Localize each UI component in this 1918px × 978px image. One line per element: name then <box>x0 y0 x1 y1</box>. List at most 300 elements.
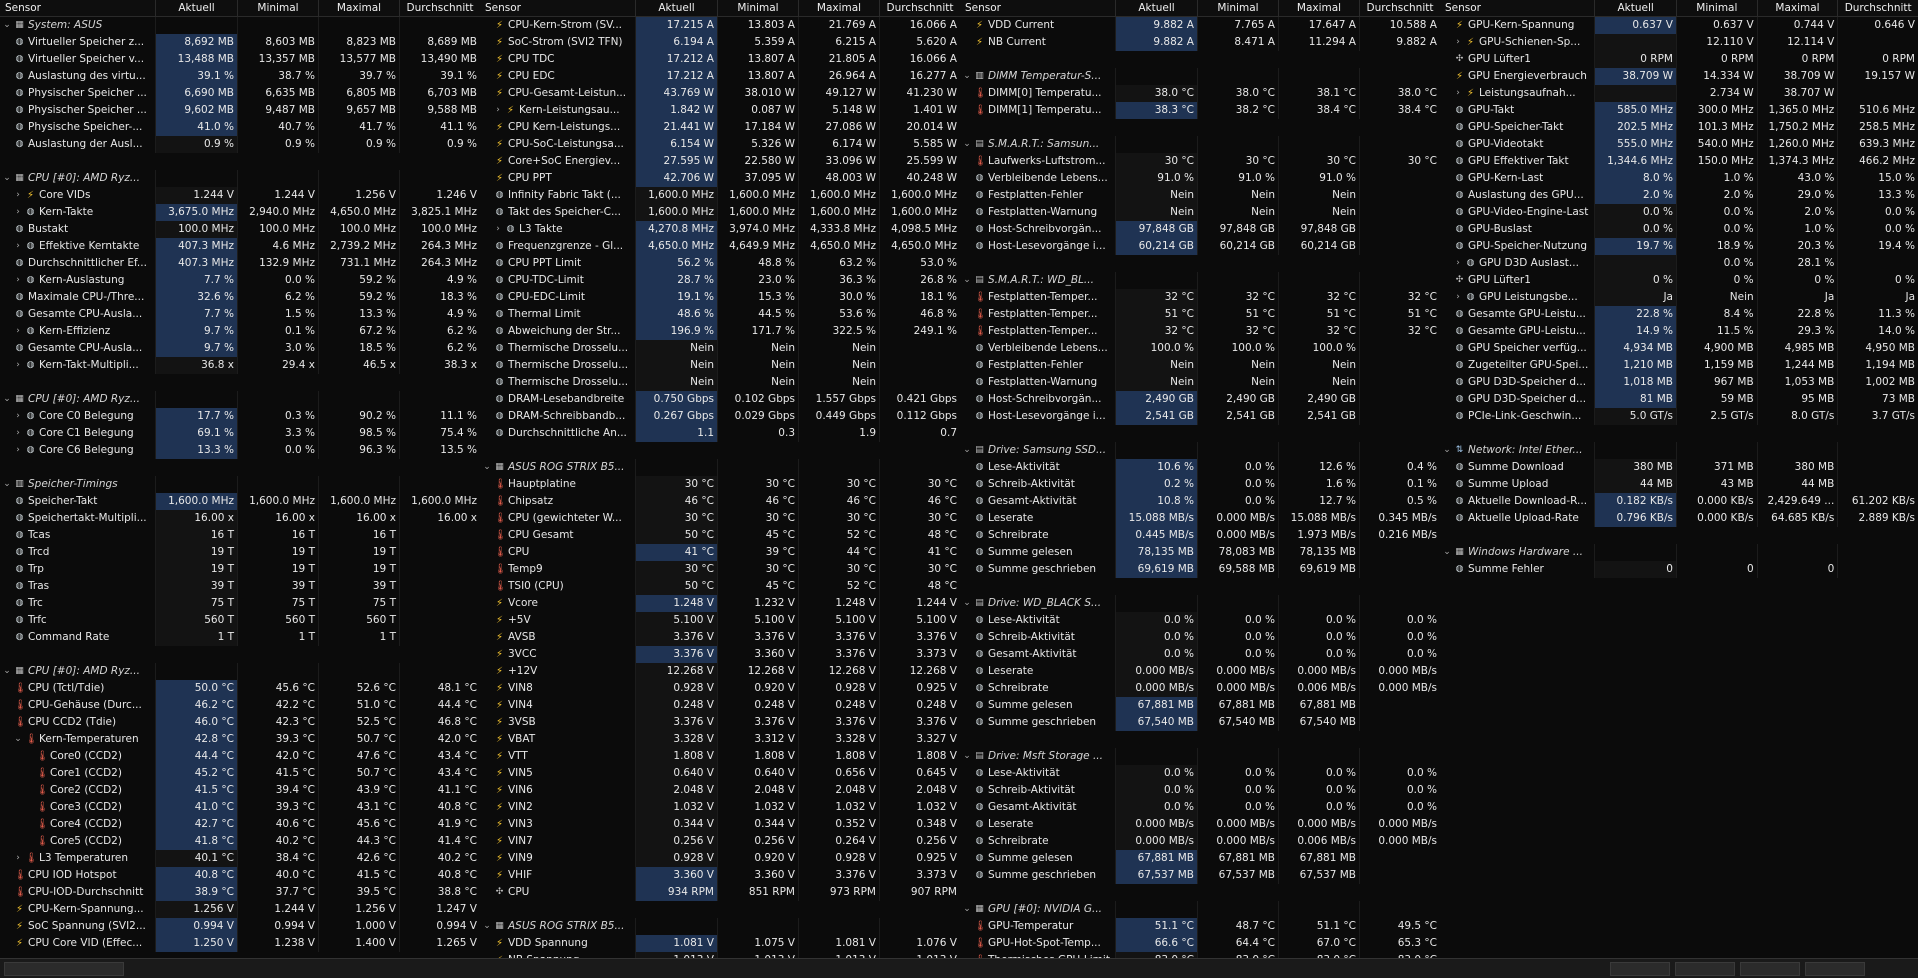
sensor-group-header[interactable] <box>960 442 1440 459</box>
disk-icon: ▤ <box>975 139 984 149</box>
sensor-row[interactable] <box>0 136 480 153</box>
sensor-row[interactable] <box>0 884 480 901</box>
sensor-row[interactable] <box>0 187 480 204</box>
sensor-row[interactable] <box>960 935 1440 952</box>
sensor-group-header[interactable] <box>0 663 480 680</box>
sensor-row[interactable] <box>960 357 1440 374</box>
value-min <box>1197 272 1278 289</box>
sensor-group-header[interactable] <box>1440 442 1918 459</box>
sensor-row[interactable] <box>960 238 1440 255</box>
expand-chevron-icon[interactable]: › <box>1456 37 1460 47</box>
sensor-name-cell <box>480 748 635 765</box>
sensor-row[interactable] <box>0 255 480 272</box>
sensor-row[interactable] <box>960 17 1440 34</box>
sensor-row[interactable] <box>0 425 480 442</box>
value-avg <box>879 374 960 391</box>
lightning-icon: ⚡ <box>495 71 504 82</box>
sensor-row[interactable] <box>0 357 480 374</box>
sensor-row[interactable] <box>480 816 960 833</box>
collapse-chevron-icon[interactable]: ⌄ <box>3 173 11 183</box>
sensor-row[interactable] <box>960 170 1440 187</box>
sensor-row[interactable] <box>960 833 1440 850</box>
sensor-row[interactable] <box>960 663 1440 680</box>
sensor-row[interactable] <box>0 544 480 561</box>
sensor-row[interactable] <box>0 595 480 612</box>
value-current: 9.7 % <box>155 340 237 357</box>
expand-chevron-icon[interactable]: › <box>16 853 20 863</box>
sensor-row[interactable] <box>960 867 1440 884</box>
sensor-row[interactable] <box>480 527 960 544</box>
header-max[interactable]: Maximal <box>798 0 879 16</box>
sensor-row[interactable] <box>960 204 1440 221</box>
sensor-row[interactable] <box>960 374 1440 391</box>
sensor-group-header[interactable] <box>1440 544 1918 561</box>
sensor-row[interactable] <box>0 340 480 357</box>
collapse-chevron-icon[interactable]: ⌄ <box>963 751 971 761</box>
sensor-row[interactable] <box>1440 238 1918 255</box>
sensor-row[interactable] <box>480 374 960 391</box>
sensor-row[interactable] <box>1440 289 1918 306</box>
sensor-row[interactable] <box>480 782 960 799</box>
sensor-row[interactable] <box>480 731 960 748</box>
sensor-row[interactable] <box>1440 459 1918 476</box>
sensor-row[interactable] <box>0 697 480 714</box>
sensor-row[interactable] <box>1440 357 1918 374</box>
sensor-row[interactable] <box>1440 17 1918 34</box>
sensor-row[interactable] <box>1440 340 1918 357</box>
sensor-row[interactable] <box>480 629 960 646</box>
sensor-row[interactable] <box>0 85 480 102</box>
sensor-row[interactable] <box>1440 68 1918 85</box>
sensor-row[interactable] <box>0 833 480 850</box>
expand-chevron-icon[interactable]: › <box>16 411 20 421</box>
collapse-chevron-icon[interactable]: ⌄ <box>963 139 971 149</box>
sensor-row[interactable] <box>960 306 1440 323</box>
lightning-icon: ⚡ <box>15 904 24 915</box>
header-sensor[interactable]: Sensor <box>5 2 41 14</box>
sensor-label: CPU EDC <box>508 70 555 82</box>
sensor-row[interactable] <box>1440 272 1918 289</box>
sensor-row[interactable] <box>1440 476 1918 493</box>
sensor-gauge-icon: ◍ <box>1466 258 1475 268</box>
sensor-row[interactable] <box>480 833 960 850</box>
collapse-chevron-icon[interactable]: ⌄ <box>963 275 971 285</box>
sensor-row[interactable] <box>480 255 960 272</box>
sensor-row[interactable] <box>0 102 480 119</box>
value-max: 91.0 % <box>1278 170 1359 187</box>
header-avg[interactable]: Durchschnitt <box>879 0 960 16</box>
sensor-row[interactable] <box>480 884 960 901</box>
sensor-row[interactable] <box>1440 187 1918 204</box>
value-max: 12.7 % <box>1278 493 1359 510</box>
sensor-row[interactable] <box>480 34 960 51</box>
sensor-row[interactable] <box>0 714 480 731</box>
sensor-row[interactable] <box>480 476 960 493</box>
sensor-group-header[interactable] <box>960 595 1440 612</box>
status-button[interactable] <box>1610 962 1670 976</box>
value-min: 540.0 MHz <box>1676 136 1757 153</box>
sensor-name-cell <box>1440 340 1594 357</box>
sensor-row[interactable] <box>480 578 960 595</box>
sensor-row[interactable] <box>960 102 1440 119</box>
collapse-chevron-icon[interactable]: ⌄ <box>3 20 11 30</box>
expand-chevron-icon[interactable]: › <box>1456 88 1460 98</box>
status-segment[interactable] <box>4 962 124 976</box>
sensor-row[interactable] <box>480 204 960 221</box>
sensor-label: Temp9 <box>508 563 543 575</box>
sensor-row[interactable] <box>0 289 480 306</box>
expand-chevron-icon[interactable]: › <box>16 445 20 455</box>
sensor-row[interactable] <box>480 102 960 119</box>
collapse-chevron-icon[interactable]: ⌄ <box>3 394 11 404</box>
sensor-row[interactable] <box>480 697 960 714</box>
value-max: 15.088 MB/s <box>1278 510 1359 527</box>
sensor-row[interactable] <box>960 629 1440 646</box>
sensor-group-header[interactable] <box>960 272 1440 289</box>
sensor-row[interactable] <box>1440 153 1918 170</box>
sensor-row[interactable] <box>1440 34 1918 51</box>
sensor-row[interactable] <box>480 391 960 408</box>
sensor-row[interactable] <box>1440 170 1918 187</box>
sensor-row[interactable] <box>480 680 960 697</box>
header-min[interactable]: Minimal <box>1197 0 1278 16</box>
sensor-row[interactable] <box>960 289 1440 306</box>
sensor-row[interactable] <box>480 493 960 510</box>
sensor-group-header[interactable] <box>0 391 480 408</box>
sensor-row[interactable] <box>0 527 480 544</box>
collapse-chevron-icon[interactable]: ⌄ <box>483 921 491 931</box>
status-button[interactable] <box>1805 962 1865 976</box>
header-avg[interactable]: Durchschnitt <box>1359 0 1440 16</box>
sensor-name-cell <box>960 170 1115 187</box>
sensor-label: +5V <box>508 614 531 626</box>
sensor-row[interactable] <box>960 765 1440 782</box>
sensor-label: +12V <box>508 665 538 677</box>
value-current: 46 °C <box>635 493 717 510</box>
sensor-row[interactable] <box>480 187 960 204</box>
sensor-row[interactable] <box>0 272 480 289</box>
value-current: 50.0 °C <box>155 680 237 697</box>
sensor-group-header[interactable] <box>480 918 960 935</box>
value-avg: 907 RPM <box>879 884 960 901</box>
sensor-row[interactable] <box>480 425 960 442</box>
collapse-chevron-icon[interactable]: ⌄ <box>1443 547 1451 557</box>
sensor-group-header[interactable] <box>960 748 1440 765</box>
header-min[interactable]: Minimal <box>1676 0 1757 16</box>
header-avg[interactable]: Durchschnitt <box>1837 0 1918 16</box>
sensor-row[interactable] <box>480 663 960 680</box>
sensor-row[interactable] <box>0 119 480 136</box>
sensor-row[interactable] <box>1440 510 1918 527</box>
header-max[interactable]: Maximal <box>1278 0 1359 16</box>
sensor-row[interactable] <box>480 289 960 306</box>
value-min: 0.994 V <box>237 918 318 935</box>
sensor-row[interactable] <box>1440 255 1918 272</box>
sensor-row[interactable] <box>1440 102 1918 119</box>
sensor-row[interactable] <box>480 153 960 170</box>
sensor-row[interactable] <box>960 646 1440 663</box>
value-avg: 1.265 V <box>399 935 480 952</box>
sensor-row[interactable] <box>0 680 480 697</box>
value-avg: 19.4 % <box>1837 238 1918 255</box>
sensor-row[interactable] <box>0 34 480 51</box>
sensor-row[interactable] <box>480 51 960 68</box>
sensor-row[interactable] <box>0 221 480 238</box>
sensor-group-header[interactable] <box>960 901 1440 918</box>
sensor-row[interactable] <box>480 714 960 731</box>
status-button[interactable] <box>1740 962 1800 976</box>
expand-chevron-icon[interactable]: › <box>16 275 20 285</box>
sensor-row[interactable] <box>480 119 960 136</box>
sensor-row[interactable] <box>480 323 960 340</box>
expand-chevron-icon[interactable]: › <box>16 428 20 438</box>
sensor-row[interactable] <box>0 935 480 952</box>
sensor-group-header[interactable] <box>0 17 480 34</box>
sensor-label: Tcas <box>28 529 51 541</box>
header-max[interactable]: Maximal <box>1757 0 1838 16</box>
sensor-row[interactable] <box>960 340 1440 357</box>
value-current: 0.0 % <box>1115 799 1197 816</box>
sensor-row[interactable] <box>960 493 1440 510</box>
sensor-row[interactable] <box>0 816 480 833</box>
header-current[interactable]: Aktuell <box>155 0 237 16</box>
sensor-row[interactable] <box>480 867 960 884</box>
sensor-row[interactable] <box>480 68 960 85</box>
sensor-row[interactable] <box>0 850 480 867</box>
sensor-row[interactable] <box>0 748 480 765</box>
sensor-row[interactable] <box>480 595 960 612</box>
sensor-row[interactable] <box>1440 408 1918 425</box>
sensor-row[interactable] <box>480 170 960 187</box>
sensor-row[interactable] <box>0 493 480 510</box>
sensor-row[interactable] <box>960 476 1440 493</box>
sensor-row[interactable] <box>480 357 960 374</box>
sensor-row[interactable] <box>480 306 960 323</box>
sensor-row[interactable] <box>1440 221 1918 238</box>
sensor-row[interactable] <box>480 850 960 867</box>
sensor-label: Windows Hardware ... <box>1468 546 1583 558</box>
sensor-row[interactable] <box>480 799 960 816</box>
sensor-row[interactable] <box>0 612 480 629</box>
sensor-row[interactable] <box>0 323 480 340</box>
value-min: 59 MB <box>1676 391 1757 408</box>
sensor-label: Gesamte GPU-Leistu... <box>1468 325 1586 337</box>
sensor-row[interactable] <box>1440 493 1918 510</box>
header-current[interactable]: Aktuell <box>1594 0 1676 16</box>
value-min: 300.0 MHz <box>1676 102 1757 119</box>
value-max: 0.264 V <box>798 833 879 850</box>
sensor-row[interactable] <box>960 850 1440 867</box>
value-max: 0.0 % <box>1278 782 1359 799</box>
sensor-row[interactable] <box>1440 136 1918 153</box>
lightning-icon: ⚡ <box>495 768 504 779</box>
sensor-group-header[interactable] <box>960 68 1440 85</box>
sensor-row[interactable] <box>0 799 480 816</box>
status-button[interactable] <box>1675 962 1735 976</box>
sensor-row[interactable] <box>480 17 960 34</box>
value-max: 3.328 V <box>798 731 879 748</box>
sensor-row[interactable] <box>960 323 1440 340</box>
value-max <box>318 391 399 408</box>
sensor-row[interactable] <box>960 816 1440 833</box>
sensor-row[interactable] <box>960 612 1440 629</box>
sensor-label: CPU [#0]: AMD Ryz... <box>28 665 140 677</box>
header-max[interactable]: Maximal <box>318 0 399 16</box>
thermometer-icon: 🌡 <box>25 734 38 745</box>
value-current: 21.441 W <box>635 119 717 136</box>
sensor-row[interactable] <box>480 85 960 102</box>
sensor-name-cell <box>960 306 1115 323</box>
sensor-row[interactable] <box>960 221 1440 238</box>
header-sensor[interactable]: Sensor <box>1445 2 1481 14</box>
sensor-row[interactable] <box>960 85 1440 102</box>
sensor-row[interactable] <box>480 272 960 289</box>
sensor-row[interactable] <box>960 697 1440 714</box>
collapse-chevron-icon[interactable]: ⌄ <box>963 598 971 608</box>
value-avg <box>1359 850 1440 867</box>
header-current[interactable]: Aktuell <box>1115 0 1197 16</box>
sensor-row[interactable] <box>0 867 480 884</box>
sensor-row[interactable] <box>960 782 1440 799</box>
header-avg[interactable]: Durchschnitt <box>399 0 480 16</box>
sensor-row[interactable] <box>1440 85 1918 102</box>
sensor-row[interactable] <box>960 187 1440 204</box>
collapse-chevron-icon[interactable]: ⌄ <box>963 904 971 914</box>
expand-chevron-icon[interactable]: › <box>16 190 20 200</box>
sensor-row[interactable] <box>960 459 1440 476</box>
header-current[interactable]: Aktuell <box>635 0 717 16</box>
sensor-row[interactable] <box>1440 374 1918 391</box>
sensor-row[interactable] <box>1440 119 1918 136</box>
sensor-name-cell <box>960 816 1115 833</box>
sensor-row[interactable] <box>0 408 480 425</box>
sensor-row[interactable] <box>0 765 480 782</box>
sensor-row[interactable] <box>0 68 480 85</box>
value-max <box>318 476 399 493</box>
sensor-row[interactable] <box>960 799 1440 816</box>
value-max: 9,657 MB <box>318 102 399 119</box>
sensor-row[interactable] <box>960 561 1440 578</box>
sensor-row[interactable] <box>960 391 1440 408</box>
sensor-name-cell <box>0 34 155 51</box>
expand-chevron-icon[interactable]: › <box>16 360 20 370</box>
collapse-chevron-icon[interactable]: ⌄ <box>14 734 22 744</box>
thermometer-icon: 🌡 <box>974 309 987 320</box>
sensor-row[interactable] <box>480 748 960 765</box>
sensor-row[interactable] <box>480 646 960 663</box>
sensor-row[interactable] <box>480 765 960 782</box>
sensor-row[interactable] <box>480 510 960 527</box>
sensor-row[interactable] <box>0 204 480 221</box>
sensor-row[interactable] <box>960 544 1440 561</box>
collapse-chevron-icon[interactable]: ⌄ <box>3 479 11 489</box>
value-current: 2.0 % <box>1594 187 1676 204</box>
sensor-label: AVSB <box>508 631 536 643</box>
sensor-row[interactable] <box>480 408 960 425</box>
value-min: 371 MB <box>1676 459 1757 476</box>
sensor-row[interactable] <box>1440 391 1918 408</box>
sensor-row[interactable] <box>0 306 480 323</box>
sensor-row[interactable] <box>480 340 960 357</box>
expand-chevron-icon[interactable]: › <box>16 207 20 217</box>
sensor-row[interactable] <box>480 612 960 629</box>
sensor-row[interactable] <box>960 680 1440 697</box>
sensor-row[interactable] <box>0 731 480 748</box>
expand-chevron-icon[interactable]: › <box>496 224 500 234</box>
collapse-chevron-icon[interactable]: ⌄ <box>1443 445 1451 455</box>
sensor-row[interactable] <box>1440 306 1918 323</box>
sensor-group-header[interactable] <box>480 459 960 476</box>
sensor-row[interactable] <box>1440 561 1918 578</box>
sensor-row[interactable] <box>960 34 1440 51</box>
sensor-row[interactable] <box>480 935 960 952</box>
sensor-row[interactable] <box>0 578 480 595</box>
sensor-row[interactable] <box>1440 204 1918 221</box>
sensor-row[interactable] <box>960 153 1440 170</box>
sensor-row[interactable] <box>0 629 480 646</box>
sensor-row[interactable] <box>960 714 1440 731</box>
value-avg: 13.5 % <box>399 442 480 459</box>
collapse-chevron-icon[interactable]: ⌄ <box>963 71 971 81</box>
collapse-chevron-icon[interactable]: ⌄ <box>3 666 11 676</box>
sensor-name-cell <box>480 918 635 935</box>
sensor-row[interactable] <box>960 527 1440 544</box>
sensor-row[interactable] <box>480 136 960 153</box>
header-min[interactable]: Minimal <box>717 0 798 16</box>
sensor-label: Abweichung der Str... <box>508 325 621 337</box>
expand-chevron-icon[interactable]: › <box>1456 258 1460 268</box>
sensor-row[interactable] <box>0 561 480 578</box>
value-max: 52 °C <box>798 578 879 595</box>
sensor-row[interactable] <box>0 442 480 459</box>
sensor-row[interactable] <box>480 238 960 255</box>
value-min: 51 °C <box>1197 306 1278 323</box>
collapse-chevron-icon[interactable]: ⌄ <box>483 462 491 472</box>
sensor-row[interactable] <box>960 408 1440 425</box>
sensor-group-header[interactable] <box>0 170 480 187</box>
value-current: 407.3 MHz <box>155 255 237 272</box>
sensor-row[interactable] <box>960 510 1440 527</box>
sensor-row[interactable] <box>480 221 960 238</box>
lightning-icon: ⚡ <box>495 802 504 813</box>
value-avg <box>1359 544 1440 561</box>
sensor-row[interactable] <box>0 901 480 918</box>
value-current: 40.1 °C <box>155 850 237 867</box>
expand-chevron-icon[interactable]: › <box>16 326 20 336</box>
sensor-row[interactable] <box>0 51 480 68</box>
header-sensor[interactable]: Sensor <box>965 2 1001 14</box>
expand-chevron-icon[interactable]: › <box>1456 292 1460 302</box>
expand-chevron-icon[interactable]: › <box>16 241 20 251</box>
sensor-row[interactable] <box>0 782 480 799</box>
sensor-row[interactable] <box>960 918 1440 935</box>
sensor-row[interactable] <box>480 544 960 561</box>
sensor-row[interactable] <box>0 238 480 255</box>
sensor-row[interactable] <box>0 918 480 935</box>
expand-chevron-icon[interactable]: › <box>496 105 500 115</box>
sensor-row[interactable] <box>0 510 480 527</box>
sensor-row[interactable] <box>480 561 960 578</box>
header-sensor[interactable]: Sensor <box>485 2 521 14</box>
sensor-row[interactable] <box>1440 323 1918 340</box>
sensor-row[interactable] <box>1440 51 1918 68</box>
sensor-group-header[interactable] <box>0 476 480 493</box>
sensor-group-header[interactable] <box>960 136 1440 153</box>
header-min[interactable]: Minimal <box>237 0 318 16</box>
value-max: Nein <box>1278 374 1359 391</box>
collapse-chevron-icon[interactable]: ⌄ <box>963 445 971 455</box>
sensor-name-cell <box>480 629 635 646</box>
